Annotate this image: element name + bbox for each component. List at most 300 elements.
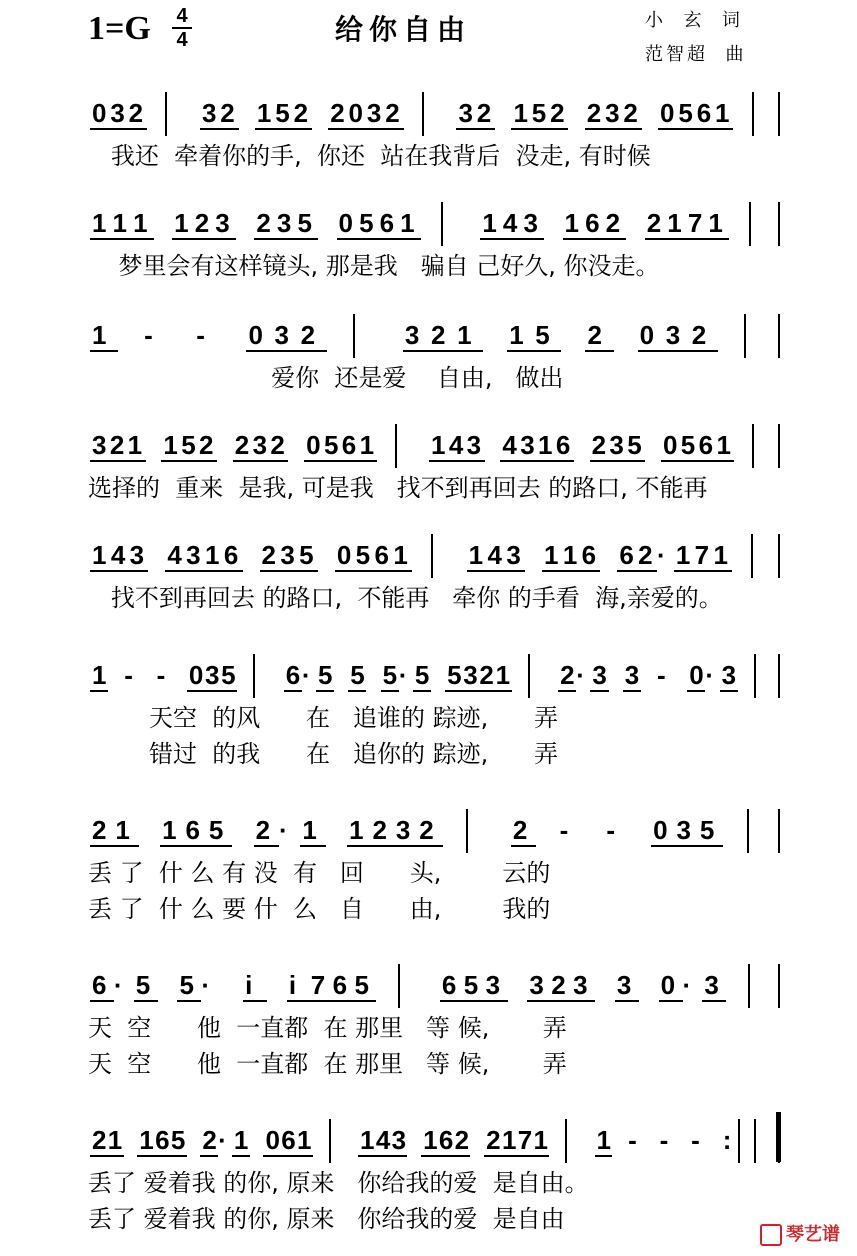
note: 3 xyxy=(276,208,292,238)
bar-line xyxy=(747,809,749,853)
note: 1 xyxy=(92,320,107,350)
note: · xyxy=(279,815,288,845)
lyric-line: 选择的 重来 是我, 可是我 找不到再回去 的路口, 不能再 xyxy=(88,474,708,502)
note: 2 xyxy=(586,98,602,128)
note: 1 xyxy=(302,815,317,845)
note: 1 xyxy=(360,1125,375,1155)
bar-line xyxy=(778,809,780,853)
beam-line xyxy=(348,690,366,692)
note: · xyxy=(576,660,585,690)
beam-line xyxy=(456,128,476,130)
beam-line xyxy=(558,690,576,692)
note: 4 xyxy=(448,430,464,460)
note: 1 xyxy=(205,540,220,570)
beam-line xyxy=(295,238,318,240)
note: 1 xyxy=(533,1125,548,1155)
note: 1 xyxy=(393,540,408,570)
beam-line xyxy=(720,690,738,692)
beam-line xyxy=(658,128,678,130)
beam-line xyxy=(160,845,185,847)
beam-line xyxy=(465,460,485,462)
beam-line xyxy=(273,128,293,130)
bar-line xyxy=(398,964,400,1008)
staff-row xyxy=(0,1125,857,1165)
bar-line xyxy=(441,202,443,246)
note: 5 xyxy=(208,815,224,845)
time-signature xyxy=(172,6,192,50)
note: 2 xyxy=(300,320,316,350)
beam-line xyxy=(413,690,431,692)
note: 3 xyxy=(186,540,201,570)
beam-line xyxy=(695,128,715,130)
beam-line xyxy=(679,460,699,462)
beam-line xyxy=(475,128,495,130)
note: 2 xyxy=(419,815,434,845)
note: 3 xyxy=(616,970,632,1000)
note: 3 xyxy=(404,320,420,350)
note: 5 xyxy=(699,815,715,845)
beam-line xyxy=(268,460,288,462)
beam-line xyxy=(295,1155,313,1157)
beam-line xyxy=(702,1000,726,1002)
beam-line xyxy=(108,460,128,462)
note: 6 xyxy=(341,430,357,460)
note: 3 xyxy=(523,208,538,238)
beam-line xyxy=(273,350,301,352)
lyric-line: 丢 了 什 么 有 没 有 回 头, 云的 xyxy=(88,859,551,887)
note: 5 xyxy=(355,540,371,570)
beam-line xyxy=(90,690,108,692)
lyric-line: 梦里会有这样镜头, 那是我 骗自 己好久, 你没走。 xyxy=(88,252,660,280)
note: 2 xyxy=(202,1125,217,1155)
bar-line xyxy=(778,654,780,698)
beam-line xyxy=(661,460,681,462)
lyric-line: 天空 的风 在 追谁的 踪迹, 弄 xyxy=(88,704,558,732)
beam-line xyxy=(246,350,274,352)
note: · xyxy=(682,970,692,1000)
note: 5 xyxy=(221,660,236,690)
beam-line xyxy=(193,238,216,240)
beam-line xyxy=(179,460,199,462)
beam-line xyxy=(371,845,396,847)
note: 4 xyxy=(502,208,518,238)
note: 6 xyxy=(555,430,571,460)
beam-line xyxy=(233,460,253,462)
note: 1 xyxy=(296,1125,312,1155)
note: 6 xyxy=(619,540,634,570)
beam-line xyxy=(714,460,734,462)
note: 5 xyxy=(297,208,312,238)
note: 0 xyxy=(660,970,676,1000)
beam-line xyxy=(571,1000,595,1002)
note: 1 xyxy=(127,430,143,460)
note: - xyxy=(196,320,205,350)
note: 6 xyxy=(441,970,457,1000)
note: - xyxy=(144,320,153,350)
note: · xyxy=(113,970,123,1000)
note: 3 xyxy=(391,1125,407,1155)
note: 1 xyxy=(133,208,148,238)
note: - xyxy=(657,660,666,690)
note: 3 xyxy=(395,815,411,845)
note: 3 xyxy=(92,430,107,460)
note: 1 xyxy=(675,540,691,570)
beam-line xyxy=(255,128,275,130)
note: 5 xyxy=(414,660,430,690)
bar-line xyxy=(752,92,754,136)
note: 2 xyxy=(551,970,566,1000)
note: 3 xyxy=(205,660,220,690)
note: - xyxy=(559,815,569,845)
beam-line xyxy=(501,238,524,240)
beam-line xyxy=(693,570,714,572)
beam-line xyxy=(90,128,110,130)
note: 3 xyxy=(676,815,691,845)
note: 5 xyxy=(627,430,642,460)
note: 1 xyxy=(708,208,723,238)
note: 1 xyxy=(468,540,484,570)
lyric-line: 丢了 爱着我 的你, 原来 你给我的爱 是自由。 xyxy=(88,1169,589,1197)
note: 3 xyxy=(252,430,268,460)
note: 1 xyxy=(359,430,375,460)
beam-line xyxy=(486,570,507,572)
beam-line xyxy=(603,128,623,130)
bar-line xyxy=(751,534,753,578)
note: · xyxy=(705,660,715,690)
note: 5 xyxy=(275,98,290,128)
note: 0 xyxy=(92,98,107,128)
note: 1 xyxy=(92,660,107,690)
note: 5 xyxy=(678,98,693,128)
beam-line xyxy=(607,460,627,462)
beam-line xyxy=(440,1000,464,1002)
note: 1 xyxy=(174,208,189,238)
beam-line xyxy=(563,238,586,240)
note: 2 xyxy=(199,430,214,460)
note: 6 xyxy=(374,540,389,570)
beam-line xyxy=(90,350,118,352)
note: 5 xyxy=(318,660,333,690)
note: 0 xyxy=(265,1125,280,1155)
beam-line xyxy=(511,845,536,847)
bar-line xyxy=(754,654,756,698)
note: 1 xyxy=(107,1125,123,1155)
beam-line xyxy=(200,128,220,130)
note: 2 xyxy=(587,320,602,350)
bar-line xyxy=(353,314,355,358)
beam-line xyxy=(561,570,582,572)
note: 0 xyxy=(662,430,678,460)
beam-line xyxy=(580,570,601,572)
beam-line xyxy=(590,690,608,692)
note: 1 xyxy=(715,98,730,128)
beam-line xyxy=(698,845,723,847)
note: 3 xyxy=(280,540,295,570)
note: · xyxy=(301,660,311,690)
beam-line xyxy=(554,460,574,462)
beam-line xyxy=(484,1000,508,1002)
beam-line xyxy=(674,845,699,847)
note: i xyxy=(288,970,297,1000)
beam-line xyxy=(287,1000,311,1002)
bar-line xyxy=(565,1119,567,1163)
beam-line xyxy=(636,570,657,572)
note: 2 xyxy=(476,98,492,128)
note: 0 xyxy=(188,660,204,690)
note: 6 xyxy=(223,540,239,570)
note: 6 xyxy=(185,815,200,845)
note: 1 xyxy=(92,208,107,238)
beam-line xyxy=(511,128,531,130)
beam-line xyxy=(645,238,668,240)
note: 2 xyxy=(550,98,565,128)
note: 6 xyxy=(438,1125,454,1155)
note: 2 xyxy=(560,660,575,690)
beam-line xyxy=(381,690,399,692)
note: 2 xyxy=(270,430,285,460)
beam-line xyxy=(373,570,394,572)
beam-line xyxy=(328,128,348,130)
note: 7 xyxy=(687,208,703,238)
beam-line xyxy=(531,1155,549,1157)
note: 6 xyxy=(155,1125,170,1155)
beam-line xyxy=(690,350,718,352)
note: 3 xyxy=(110,98,125,128)
beam-line xyxy=(340,460,360,462)
beam-line xyxy=(127,128,147,130)
key-signature: 1=G xyxy=(88,10,151,47)
beam-line xyxy=(623,690,641,692)
note: 1 xyxy=(667,208,682,238)
note: · xyxy=(657,540,666,570)
note: 6 xyxy=(379,208,395,238)
beam-line xyxy=(455,350,483,352)
note: 4 xyxy=(110,540,126,570)
note: 3 xyxy=(520,430,535,460)
note: 3 xyxy=(458,98,473,128)
bar-line xyxy=(165,92,167,136)
note: 2 xyxy=(638,540,653,570)
note: 3 xyxy=(274,320,289,350)
beam-line xyxy=(90,570,111,572)
beam-line xyxy=(687,690,705,692)
note: 1 xyxy=(163,430,178,460)
note: 2 xyxy=(372,815,388,845)
beam-line xyxy=(549,1000,573,1002)
note: 6 xyxy=(585,208,600,238)
bar-line xyxy=(778,202,780,246)
beam-line xyxy=(712,570,733,572)
beam-line xyxy=(664,350,692,352)
song-title: 给你自由 xyxy=(335,13,472,46)
beam-line xyxy=(126,460,146,462)
bar-line xyxy=(422,92,424,136)
beam-line xyxy=(615,1000,639,1002)
note: 6 xyxy=(698,430,714,460)
beam-line xyxy=(207,845,232,847)
beam-line xyxy=(161,460,181,462)
note: 1 xyxy=(538,430,553,460)
beam-line xyxy=(322,460,342,462)
beam-line xyxy=(697,460,717,462)
note: 5 xyxy=(135,970,151,1000)
note: 2 xyxy=(293,98,309,128)
note: 0 xyxy=(248,320,263,350)
beam-line xyxy=(585,128,605,130)
note: 1 xyxy=(562,540,578,570)
note: 5 xyxy=(531,98,547,128)
lyric-line: 丢了 爱着我 的你, 原来 你给我的爱 是自由 xyxy=(88,1205,565,1233)
beam-line xyxy=(275,238,298,240)
beam-line xyxy=(347,128,367,130)
note: 1 xyxy=(256,98,272,128)
bar-line xyxy=(778,314,780,358)
note: 1 xyxy=(233,1125,249,1155)
note: 4 xyxy=(502,430,517,460)
note: 3 xyxy=(605,98,620,128)
note: 2 xyxy=(194,208,210,238)
note: - xyxy=(156,660,166,690)
note: 1 xyxy=(501,1125,517,1155)
beam-line xyxy=(480,238,503,240)
beam-line xyxy=(548,128,568,130)
beam-line xyxy=(352,1000,376,1002)
beam-line xyxy=(297,570,318,572)
bar-line xyxy=(431,534,433,578)
bar-line xyxy=(466,809,468,853)
beam-line xyxy=(617,570,638,572)
beam-line xyxy=(347,845,372,847)
note: 2 xyxy=(691,320,707,350)
bar-line xyxy=(253,654,255,698)
bar-line xyxy=(752,424,754,468)
lyric-line: 我还 牵着你的手, 你还 站在我背后 没走, 有时候 xyxy=(88,142,651,170)
note: i xyxy=(245,970,253,1000)
note: 2 xyxy=(261,540,276,570)
note: 1 xyxy=(431,430,446,460)
time-top: 4 xyxy=(176,5,188,27)
note: 1 xyxy=(162,815,177,845)
note: · xyxy=(201,970,211,1000)
note: 5 xyxy=(181,430,196,460)
staff-row xyxy=(0,430,857,470)
beam-line xyxy=(203,570,224,572)
note: 6 xyxy=(285,660,301,690)
bar-line xyxy=(749,202,751,246)
beam-line xyxy=(299,350,327,352)
beam-line xyxy=(335,570,356,572)
beam-line xyxy=(462,1000,486,1002)
staff-row xyxy=(0,970,857,1010)
note: 3 xyxy=(466,430,482,460)
beam-line xyxy=(316,690,334,692)
beam-line xyxy=(254,845,279,847)
note: 3 xyxy=(129,540,145,570)
composer: 范智超 曲 xyxy=(645,44,747,65)
note: 2 xyxy=(330,98,345,128)
beam-line xyxy=(665,238,688,240)
beam-line xyxy=(197,460,217,462)
note: - xyxy=(628,1125,637,1155)
beam-line xyxy=(219,690,237,692)
beam-line xyxy=(90,238,113,240)
bar-line xyxy=(778,534,780,578)
note: 1 xyxy=(482,208,497,238)
beam-line xyxy=(254,238,277,240)
note: 2 xyxy=(234,430,250,460)
beam-line xyxy=(659,1000,683,1002)
note: 2 xyxy=(479,660,494,690)
note: 3 xyxy=(215,208,230,238)
note: 7 xyxy=(517,1125,533,1155)
beam-line xyxy=(358,460,378,462)
beam-line xyxy=(378,238,401,240)
note: 6 xyxy=(281,1125,296,1155)
note: 7 xyxy=(694,540,710,570)
staff-row xyxy=(0,208,857,248)
note: 1 xyxy=(423,1125,438,1155)
beam-line xyxy=(243,1000,267,1002)
beam-line xyxy=(651,845,676,847)
beam-line xyxy=(429,350,457,352)
beam-line xyxy=(169,1155,187,1157)
beam-line xyxy=(500,460,520,462)
staff-row xyxy=(0,815,857,855)
note: 2 xyxy=(92,815,107,845)
note: 0 xyxy=(660,98,675,128)
beam-line xyxy=(447,460,467,462)
note: 3 xyxy=(665,320,681,350)
note: 1 xyxy=(115,815,130,845)
note: - xyxy=(691,1125,700,1155)
beam-line xyxy=(686,238,709,240)
beam-line xyxy=(200,1155,218,1157)
note: 3 xyxy=(704,970,719,1000)
beam-line xyxy=(394,845,419,847)
lyric-line: 找不到再回去 的路口, 不能再 牵你 的手看 海,亲爱的。 xyxy=(88,584,723,612)
beam-line xyxy=(527,1000,551,1002)
beam-line xyxy=(106,1155,124,1157)
beam-line xyxy=(222,570,243,572)
beam-line xyxy=(536,460,556,462)
lyric-line: 错过 的我 在 追你的 踪迹, 弄 xyxy=(88,740,558,768)
staff-row xyxy=(0,540,857,580)
note: 5 xyxy=(535,320,550,350)
time-bottom: 4 xyxy=(176,29,188,51)
beam-line xyxy=(638,350,666,352)
beam-line xyxy=(507,350,535,352)
beam-line xyxy=(542,570,563,572)
watermark-text: 琴艺谱 xyxy=(786,1224,840,1245)
note: 2 xyxy=(431,320,446,350)
note: 1 xyxy=(716,430,731,460)
lyric-line: 爱你 还是爱 自由, 做出 xyxy=(88,364,564,392)
beam-line xyxy=(676,128,696,130)
note: 2 xyxy=(220,98,235,128)
beam-line xyxy=(165,570,186,572)
beam-line xyxy=(354,570,375,572)
beam-line xyxy=(417,845,442,847)
beam-line xyxy=(383,128,403,130)
beam-line xyxy=(184,570,205,572)
beam-line xyxy=(467,570,488,572)
credits xyxy=(645,4,746,72)
note: - xyxy=(659,1125,669,1155)
note: 6 xyxy=(92,970,107,1000)
beam-line xyxy=(585,350,613,352)
note: 4 xyxy=(167,540,182,570)
beam-line xyxy=(113,845,138,847)
